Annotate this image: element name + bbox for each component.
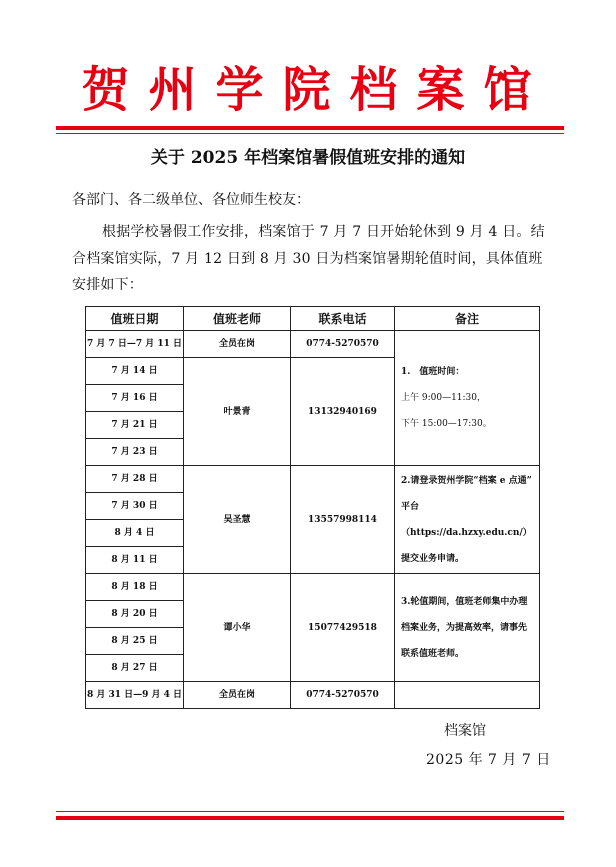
- duty-schedule-table: [85, 306, 540, 709]
- duty-teacher: 叶景青: [184, 358, 291, 466]
- remark-cell-2: [395, 466, 540, 574]
- remark-line: 1. 值班时间：: [401, 367, 465, 377]
- duty-teacher: 全员在岗: [184, 682, 291, 709]
- signature-date: 2025 年 7 月 7 日: [426, 752, 551, 768]
- remark-line: 2.请登录贺州学院“档案 e 点通”: [401, 475, 532, 486]
- remark-line: 上午 9:00—11:30，: [401, 393, 487, 403]
- notice-title: 关于 2025 年档案馆暑假值班安排的通知: [150, 148, 466, 168]
- duty-date: 7 月 30 日: [86, 493, 184, 520]
- table-row: [86, 574, 540, 601]
- duty-phone: 0774-5270570: [291, 682, 395, 709]
- duty-phone: 13557998114: [291, 466, 395, 574]
- footer-rule-thick: [56, 816, 564, 820]
- remark-line: 3.轮值期间，值班老师集中办理: [401, 596, 528, 607]
- header-remark: 备注: [395, 307, 540, 331]
- duty-date: 7 月 21 日: [86, 412, 184, 439]
- remark-line: 档案业务，为提高效率，请事先: [401, 622, 528, 633]
- duty-phone: 15077429518: [291, 574, 395, 682]
- header-rule-thin: [56, 133, 564, 134]
- header-rule-thick: [56, 126, 564, 130]
- header-phone: 联系电话: [291, 307, 395, 331]
- table-row: [86, 682, 540, 709]
- signature-dept: 档案馆: [444, 723, 486, 739]
- remark-cell-3: [395, 574, 540, 682]
- duty-date: 8 月 4 日: [86, 520, 184, 547]
- header-date: 值班日期: [86, 307, 184, 331]
- footer-rule-thin: [56, 811, 564, 812]
- duty-date: 7 月 23 日: [86, 439, 184, 466]
- remark-empty: [395, 682, 540, 709]
- duty-date: 8 月 11 日: [86, 547, 184, 574]
- table-header-row: [86, 307, 540, 331]
- duty-phone: 13132940169: [291, 358, 395, 466]
- table-row: [86, 466, 540, 493]
- duty-phone: 0774-5270570: [291, 331, 395, 358]
- duty-date: 7 月 28 日: [86, 466, 184, 493]
- duty-date: 8 月 18 日: [86, 574, 184, 601]
- duty-teacher: 全员在岗: [184, 331, 291, 358]
- remark-line: 下午 15:00—17:30。: [401, 419, 492, 429]
- duty-date: 7 月 7 日—7 月 11 日: [86, 331, 184, 358]
- header-teacher: 值班老师: [184, 307, 291, 331]
- remark-line: 提交业务申请。: [401, 553, 465, 564]
- duty-teacher: 吴圣慧: [184, 466, 291, 574]
- letterhead-title: 贺州学院档案馆: [81, 62, 551, 118]
- salutation: 各部门、各二级单位、各位师生校友：: [72, 192, 310, 208]
- duty-date: 8 月 25 日: [86, 628, 184, 655]
- body-paragraph: 根据学校暑假工作安排，档案馆于 7 月 7 日开始轮休到 9 月 4 日。结合档案馆实际，7 月 12 日到 8 月 30 日为档案馆暑期轮值时间，具体值班安排如下：: [72, 224, 545, 293]
- duty-date: 7 月 14 日: [86, 358, 184, 385]
- duty-date: 7 月 16 日: [86, 385, 184, 412]
- duty-date: 8 月 20 日: [86, 601, 184, 628]
- remark-line: 联系值班老师。: [401, 648, 465, 659]
- remark-cell-1: [395, 331, 540, 466]
- duty-date: 8 月 31 日—9 月 4 日: [86, 682, 184, 709]
- duty-date: 8 月 27 日: [86, 655, 184, 682]
- remark-line: 平台（https://da.hzxy.edu.cn/）: [401, 501, 532, 538]
- table-row: [86, 331, 540, 358]
- duty-teacher: 谭小华: [184, 574, 291, 682]
